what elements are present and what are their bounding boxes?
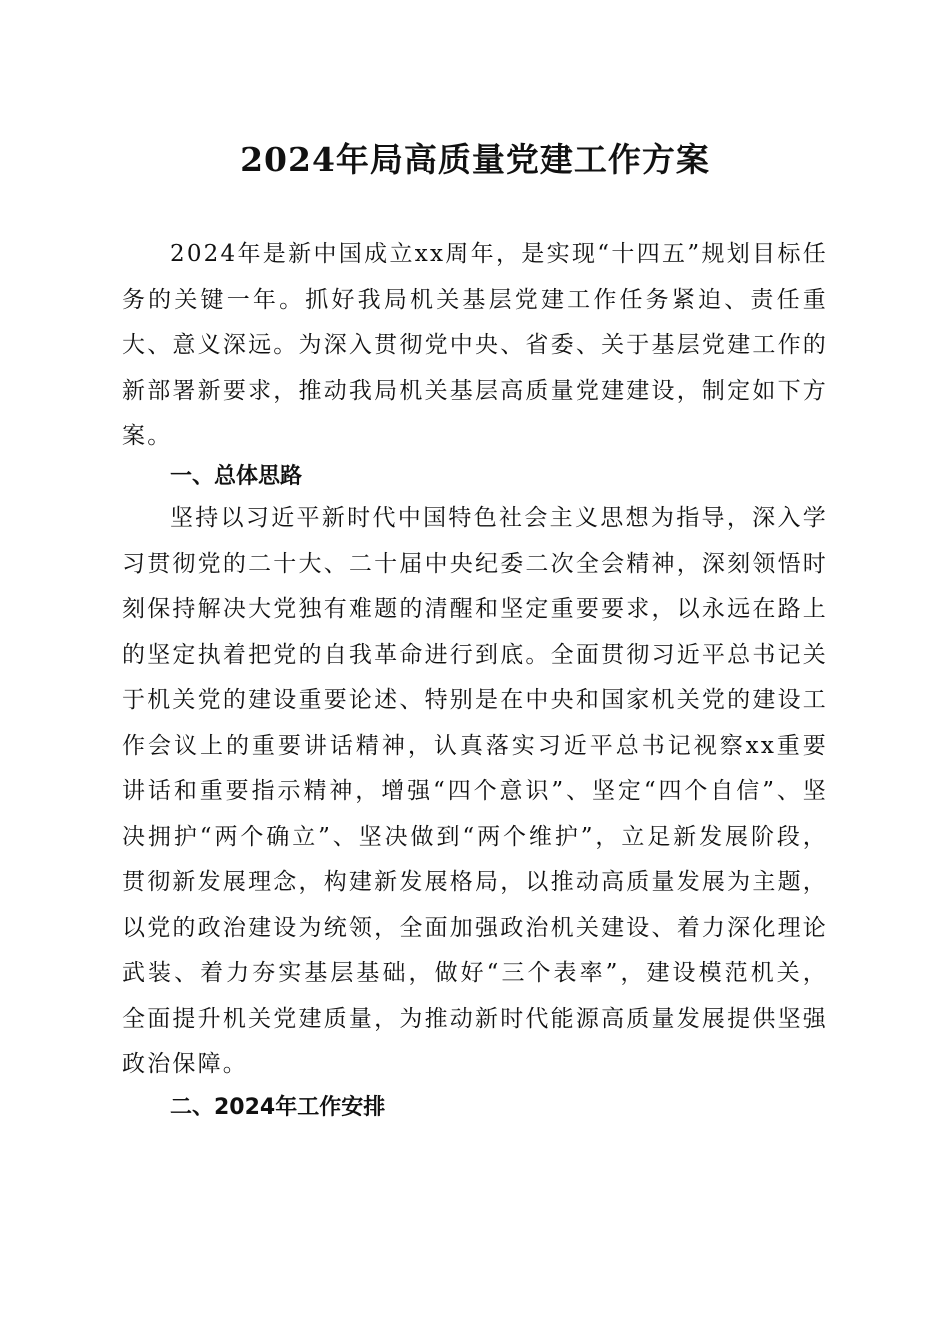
document-title: 2024年局高质量党建工作方案 (240, 140, 710, 179)
section-heading-overall-approach: 一、总体思路 (170, 464, 303, 489)
intro-paragraph: 2024年是新中国成立xx周年，是实现“十四五”规划目标任务的关键一年。抓好我局机关基层党建工作任务紧迫、责任重大、意义深远。为深入贯彻党中央、省委、关于基层党建工作的新部署新要求，推动我局机关基层高质量党建建设，制定如下方案。 (122, 241, 828, 449)
section-paragraph-overall-approach: 坚持以习近平新时代中国特色社会主义思想为指导，深入学习贯彻党的二十大、二十届中央纪委二次全会精神，深刻领悟时刻保持解决大党独有难题的清醒和坚定重要要求，以永远在路上的坚定执着把党的自我革命进行到底。全面贯彻习近平总书记关于机关党的建设重要论述、特别是在中央和国家机关党的建设工作会议上的重要讲话精神，认真落实习近平总书记视察xx重要讲话和重要指示精神，增强“四个意识”、坚定“四个自信”、坚决拥护“两个确立”、坚决做到“两个维护”，立足新发展阶段，贯彻新发展理念，构建新发展格局，以推动高质量发展为主题，以党的政治建设为统领，全面加强政治机关建设、着力深化理论武装、着力夯实基层基础，做好“三个表率”，建设模范机关，全面提升机关党建质量，为推动新时代能源高质量发展提供坚强政治保障。 (122, 505, 828, 1077)
section-heading-work-arrangement: 二、2024年工作安排 (170, 1095, 386, 1120)
